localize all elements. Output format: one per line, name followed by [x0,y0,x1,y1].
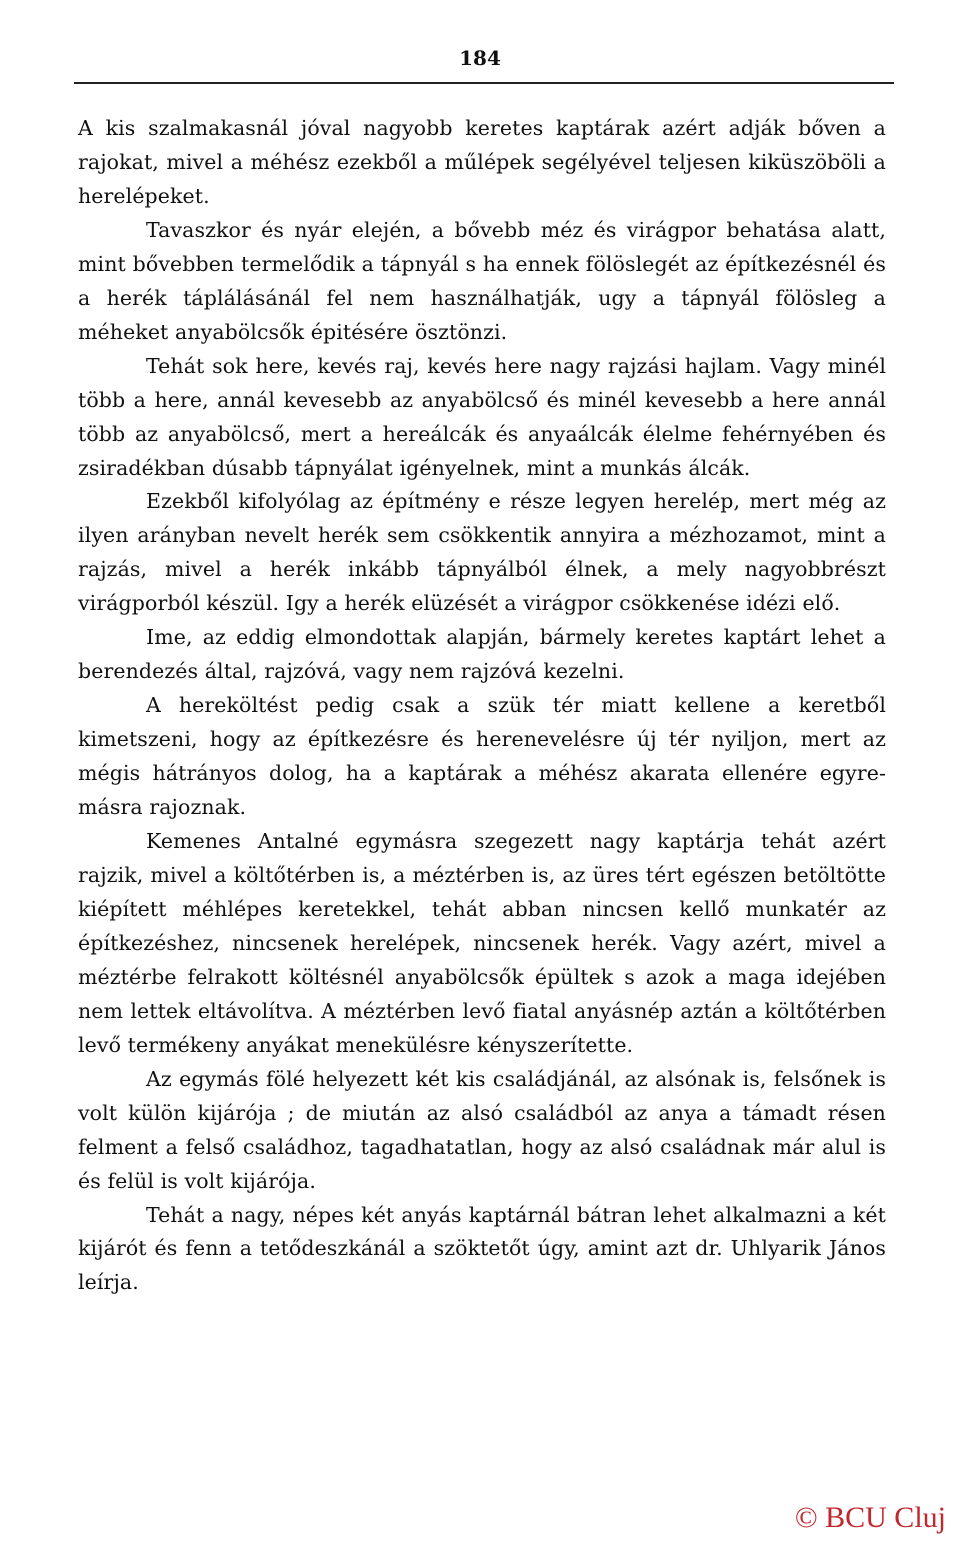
paragraph-3: Tehát sok here, kevés raj, kevés here nagy rajzási hajlam. Vagy minél több a here, annál kevesebb az anyabölcső és minél kevesebb a here annál több az anyabölcső, mert a hereálcák és anyaálcák élelme fehérnyében és zsiradékban dúsabb tápnyálat igényelnek, mint a munkás álcák. [78,353,886,480]
library-watermark: © BCU Cluj [794,1501,946,1534]
header-rule [74,82,894,84]
paragraph-5: Ime, az eddig elmondottak alapján, bármely keretes kaptárt lehet a berendezés által, rajzóvá, vagy nem rajzóvá kezelni. [78,625,886,684]
body-text [78,112,886,1300]
paragraph-1: A kis szalmakasnál jóval nagyobb keretes kaptárak azért adják bőven a rajokat, mivel a méhész ezekből a műlépek segélyével teljesen kiküszöböli a herelépeket. [78,116,886,208]
paragraph-8: Az egymás fölé helyezett két kis családjánál, az alsónak is, felsőnek is volt külön kijárója ; de miután az alsó családból az anya a támadt résen felment a felső családhoz, tagadhatatlan, hogy az alsó családnak már alul is és felül is volt kijárója. [78,1066,886,1193]
paragraph-2: Tavaszkor és nyár elején, a bővebb méz és virágpor behatása alatt, mint bővebben termelődik a tápnyál s ha ennek fölöslegét az építkezésnél és a herék táplálásánál fel nem használhatják, ugy a tápnyál fölösleg a méheket anyabölcsők épitésére ösztönzi. [78,217,886,344]
paragraph-9: Tehát a nagy, népes két anyás kaptárnál bátran lehet alkalmazni a két kijárót és fenn a tetődeszkánál a szöktetőt úgy, amint azt dr. Uhlyarik János leírja. [78,1202,886,1295]
paragraph-6: A hereköltést pedig csak a szük tér miatt kellene a keretből kimetszeni, hogy az építkezésre és herenevelésre új tér nyiljon, mert az mégis hátrányos dolog, ha a kaptárak a méhész akarata ellenére egyre-másra rajoznak. [78,693,886,820]
paragraph-7: Kemenes Antalné egymásra szegezett nagy kaptárja tehát azért rajzik, mivel a költőtérben is, a méztérben is, az üres tért egészen betöltötte kiépített méhlépes keretekkel, tehát abban nincsen kellő munkatér az építkezéshez, nincsenek herelépek, nincsenek herék. Vagy azért, mivel a méztérbe felrakott költésnél anyabölcsők épültek s azok a maga idejében nem lettek eltávolítva. A méztérben levő fiatal anyásnép aztán a költőtérben levő termékeny anyákat menekülésre kényszerítette. [78,829,886,1057]
page-number: 184 [459,46,501,70]
paragraph-4: Ezekből kifolyólag az építmény e része legyen herelép, mert még az ilyen arányban nevelt herék sem csökkentik annyira a mézhozamot, mint a rajzás, mivel a herék inkább tápnyálból élnek, a mely nagyobbrészt virágporból készül. Igy a herék elüzését a virágpor csökkenése idézi elő. [78,489,886,616]
